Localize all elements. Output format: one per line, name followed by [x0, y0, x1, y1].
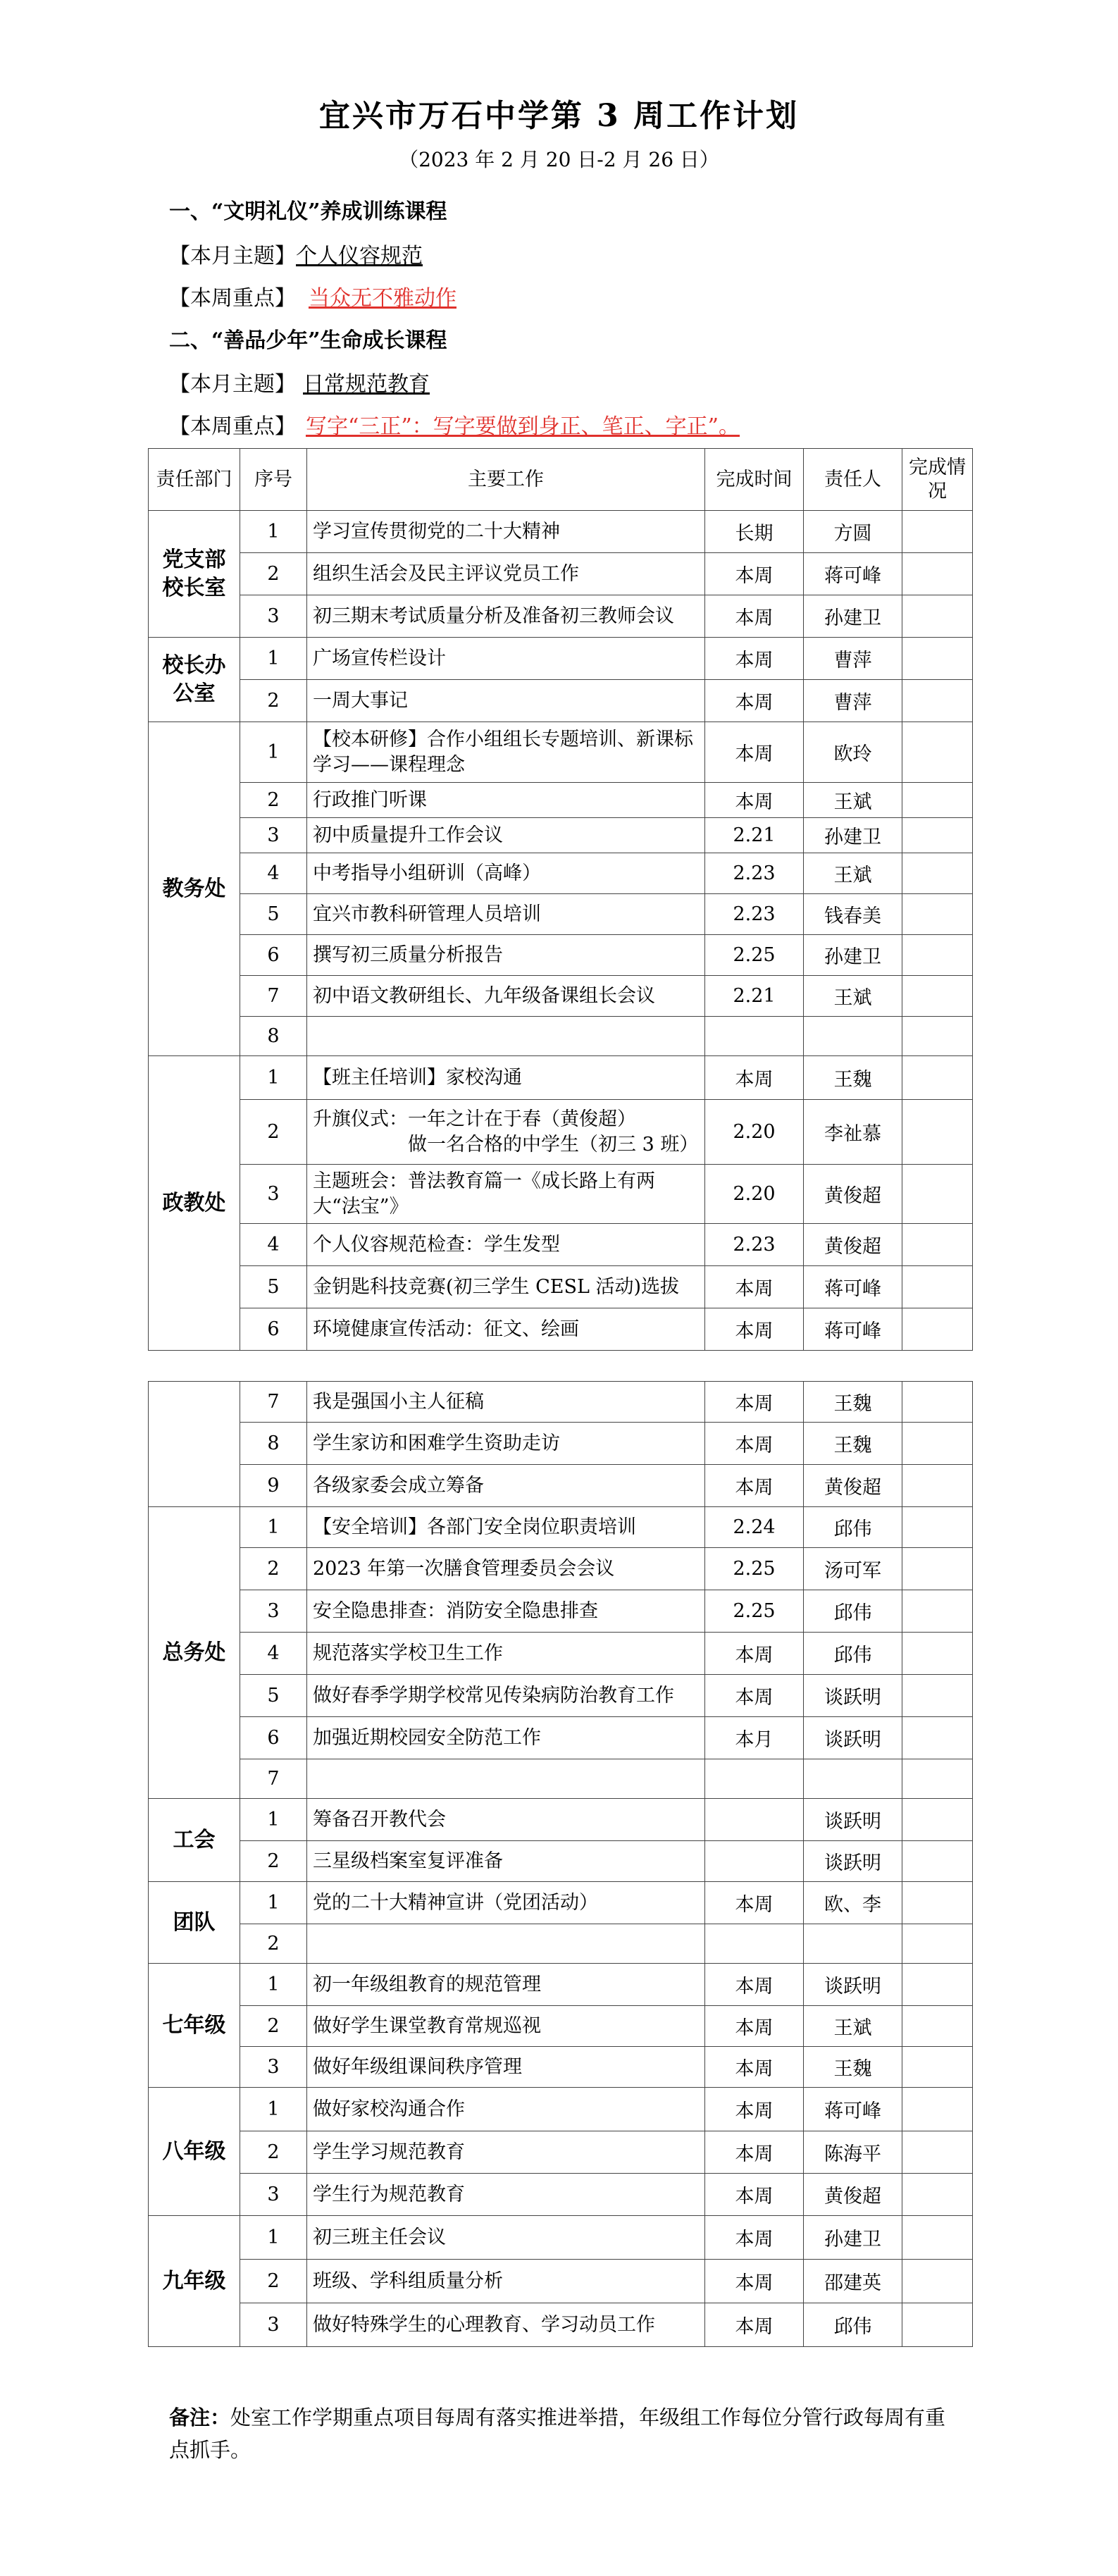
status-cell — [902, 722, 973, 783]
table-row — [149, 1633, 973, 1675]
row-number: 3 — [240, 1165, 307, 1224]
task-cell: 【班主任培训】家校沟通 — [307, 1056, 705, 1100]
person-cell: 谈跃明 — [804, 1675, 902, 1717]
status-cell — [902, 1548, 973, 1590]
status-cell — [902, 1964, 973, 2006]
status-cell — [902, 2260, 973, 2303]
section2-week-focus — [169, 409, 740, 440]
status-cell — [902, 976, 973, 1017]
task-cell: 金钥匙科技竞赛(初三学生 CESL 活动)选拔 — [307, 1266, 705, 1308]
section1-heading: 一、“文明礼仪”养成训练课程 — [169, 199, 447, 224]
table-row — [149, 1717, 973, 1759]
task-cell: 学生家访和困难学生资助走访 — [307, 1423, 705, 1465]
time-cell: 本周 — [705, 638, 804, 680]
status-cell — [902, 1507, 973, 1548]
person-cell — [804, 1759, 902, 1799]
time-cell: 本周 — [705, 783, 804, 818]
task-cell: 【校本研修】合作小组组长专题培训、新课标学习——课程理念 — [307, 722, 705, 783]
task-cell: 初三班主任会议 — [307, 2216, 705, 2260]
person-cell: 李祉慕 — [804, 1100, 902, 1165]
status-cell — [902, 894, 973, 935]
person-cell: 欧、李 — [804, 1882, 902, 1924]
table-row — [149, 1507, 973, 1548]
time-cell: 本周 — [705, 680, 804, 722]
time-cell: 2.23 — [705, 894, 804, 935]
status-cell — [902, 2174, 973, 2216]
time-cell: 本周 — [705, 1964, 804, 2006]
row-number: 1 — [240, 722, 307, 783]
task-cell: 三星级档案室复评准备 — [307, 1841, 705, 1882]
week-focus-label: 【本周重点】 — [169, 414, 296, 439]
table-row — [149, 2216, 973, 2260]
person-cell: 孙建卫 — [804, 935, 902, 976]
task-cell: 加强近期校园安全防范工作 — [307, 1717, 705, 1759]
time-cell — [705, 1841, 804, 1882]
row-number: 2 — [240, 2260, 307, 2303]
table-row — [149, 1882, 973, 1924]
table-row — [149, 1924, 973, 1964]
person-cell: 黄俊超 — [804, 1465, 902, 1507]
task-cell: 初三期末考试质量分析及准备初三教师会议 — [307, 595, 705, 638]
status-cell — [902, 638, 973, 680]
row-number: 3 — [240, 2303, 307, 2347]
table-row — [149, 2174, 973, 2216]
time-cell: 本周 — [705, 1882, 804, 1924]
time-cell: 本周 — [705, 2088, 804, 2131]
week-focus-label: 【本周重点】 — [169, 286, 296, 311]
status-cell — [902, 2131, 973, 2174]
task-cell: 环境健康宣传活动：征文、绘画 — [307, 1308, 705, 1351]
table-row — [149, 2131, 973, 2174]
time-cell: 2.21 — [705, 818, 804, 853]
work-plan-table-continued — [148, 1381, 973, 2347]
row-number: 3 — [240, 595, 307, 638]
person-cell: 邱伟 — [804, 1590, 902, 1633]
person-cell: 王魏 — [804, 1056, 902, 1100]
row-number: 3 — [240, 818, 307, 853]
person-cell: 邱伟 — [804, 1507, 902, 1548]
row-number: 6 — [240, 935, 307, 976]
row-number: 2 — [240, 680, 307, 722]
status-cell — [902, 818, 973, 853]
dept-cell: 教务处 — [149, 722, 240, 1056]
row-number: 7 — [240, 1382, 307, 1423]
task-cell: 学习宣传贯彻党的二十大精神 — [307, 511, 705, 553]
status-cell — [902, 1423, 973, 1465]
time-cell: 本周 — [705, 595, 804, 638]
task-cell — [307, 1924, 705, 1964]
status-cell — [902, 1841, 973, 1882]
time-cell: 本周 — [705, 1266, 804, 1308]
time-cell: 2.25 — [705, 935, 804, 976]
row-number: 1 — [240, 2216, 307, 2260]
table-row — [149, 1224, 973, 1266]
person-cell: 欧玲 — [804, 722, 902, 783]
status-cell — [902, 853, 973, 894]
person-cell: 王魏 — [804, 2047, 902, 2088]
person-cell — [804, 1017, 902, 1056]
time-cell: 本月 — [705, 1717, 804, 1759]
row-number: 2 — [240, 1924, 307, 1964]
time-cell — [705, 1759, 804, 1799]
row-number: 3 — [240, 2174, 307, 2216]
row-number: 6 — [240, 1717, 307, 1759]
header-dept: 责任部门 — [149, 449, 240, 511]
row-number: 1 — [240, 1507, 307, 1548]
person-cell: 邱伟 — [804, 1633, 902, 1675]
table-row — [149, 1382, 973, 1423]
date-range: （2023 年 2 月 20 日-2 月 26 日） — [399, 148, 719, 171]
task-cell: 广场宣传栏设计 — [307, 638, 705, 680]
person-cell: 邱伟 — [804, 2303, 902, 2347]
status-cell — [902, 1100, 973, 1165]
row-number: 2 — [240, 2006, 307, 2047]
time-cell: 本周 — [705, 1056, 804, 1100]
status-cell — [902, 1675, 973, 1717]
table-row — [149, 595, 973, 638]
time-cell: 本周 — [705, 2216, 804, 2260]
status-cell — [902, 935, 973, 976]
row-number: 1 — [240, 638, 307, 680]
person-cell: 黄俊超 — [804, 1165, 902, 1224]
row-number: 1 — [240, 511, 307, 553]
status-cell — [902, 2088, 973, 2131]
task-cell: 学生行为规范教育 — [307, 2174, 705, 2216]
person-cell: 王斌 — [804, 976, 902, 1017]
time-cell: 2.25 — [705, 1590, 804, 1633]
task-cell: 升旗仪式：一年之计在于春（黄俊超） 做一名合格的中学生（初三 3 班） — [307, 1100, 705, 1165]
person-cell: 黄俊超 — [804, 1224, 902, 1266]
row-number: 1 — [240, 1964, 307, 2006]
row-number: 9 — [240, 1465, 307, 1507]
task-cell: 我是强国小主人征稿 — [307, 1382, 705, 1423]
time-cell: 2.23 — [705, 1224, 804, 1266]
task-cell: 主题班会：普法教育篇一《成长路上有两大“法宝”》 — [307, 1165, 705, 1224]
dept-cell: 工会 — [149, 1799, 240, 1882]
task-cell: 做好特殊学生的心理教育、学习动员工作 — [307, 2303, 705, 2347]
time-cell: 本周 — [705, 2260, 804, 2303]
person-cell: 王魏 — [804, 1382, 902, 1423]
table-row — [149, 894, 973, 935]
section2-month-theme — [169, 366, 430, 397]
task-cell: 做好年级组课间秩序管理 — [307, 2047, 705, 2088]
table-row — [149, 2303, 973, 2347]
status-cell — [902, 1382, 973, 1423]
task-cell: 初中质量提升工作会议 — [307, 818, 705, 853]
time-cell: 2.25 — [705, 1548, 804, 1590]
status-cell — [902, 1165, 973, 1224]
time-cell: 本周 — [705, 1308, 804, 1351]
task-cell: 初中语文教研组长、九年级备课组长会议 — [307, 976, 705, 1017]
time-cell: 本周 — [705, 2131, 804, 2174]
table-row — [149, 1465, 973, 1507]
week-focus-value: 当众无不雅动作 — [309, 286, 456, 311]
row-number: 5 — [240, 1675, 307, 1717]
footnote-text: 处室工作学期重点项目每周有落实推进举措，年级组工作每位分管行政每周有重点抓手。 — [169, 2405, 946, 2462]
row-number: 4 — [240, 1224, 307, 1266]
table-row — [149, 1266, 973, 1308]
time-cell: 2.21 — [705, 976, 804, 1017]
table-row — [149, 818, 973, 853]
person-cell: 孙建卫 — [804, 818, 902, 853]
section1-month-theme — [169, 238, 423, 269]
table-row — [149, 2260, 973, 2303]
task-cell: 【安全培训】各部门安全岗位职责培训 — [307, 1507, 705, 1548]
section1-week-focus — [169, 280, 456, 311]
row-number: 5 — [240, 894, 307, 935]
status-cell — [902, 783, 973, 818]
time-cell: 本周 — [705, 2303, 804, 2347]
person-cell: 曹萍 — [804, 680, 902, 722]
task-cell — [307, 1759, 705, 1799]
dept-cell: 七年级 — [149, 1964, 240, 2088]
task-cell: 行政推门听课 — [307, 783, 705, 818]
person-cell: 谈跃明 — [804, 1717, 902, 1759]
status-cell — [902, 2006, 973, 2047]
status-cell — [902, 1224, 973, 1266]
dept-cell: 政教处 — [149, 1056, 240, 1351]
task-cell: 学生学习规范教育 — [307, 2131, 705, 2174]
row-number: 2 — [240, 1548, 307, 1590]
table-row — [149, 638, 973, 680]
table-row — [149, 976, 973, 1017]
table-row — [149, 1675, 973, 1717]
status-cell — [902, 1633, 973, 1675]
task-cell: 安全隐患排查：消防安全隐患排查 — [307, 1590, 705, 1633]
dept-cell: 总务处 — [149, 1507, 240, 1799]
dept-cell: 九年级 — [149, 2216, 240, 2347]
person-cell: 陈海平 — [804, 2131, 902, 2174]
table-row — [149, 935, 973, 976]
row-number: 7 — [240, 1759, 307, 1799]
row-number: 1 — [240, 1799, 307, 1841]
table-row — [149, 783, 973, 818]
time-cell: 本周 — [705, 1465, 804, 1507]
person-cell: 王魏 — [804, 1423, 902, 1465]
table-header-row — [149, 449, 973, 511]
task-cell: 班级、学科组质量分析 — [307, 2260, 705, 2303]
week-focus-value: 写字“三正”：写字要做到身正、笔正、字正”。 — [306, 414, 740, 439]
person-cell: 王斌 — [804, 2006, 902, 2047]
task-cell: 宜兴市教科研管理人员培训 — [307, 894, 705, 935]
time-cell: 本周 — [705, 2047, 804, 2088]
task-cell: 筹备召开教代会 — [307, 1799, 705, 1841]
table-row — [149, 1841, 973, 1882]
time-cell: 2.24 — [705, 1507, 804, 1548]
task-cell: 一周大事记 — [307, 680, 705, 722]
month-theme-value: 日常规范教育 — [303, 372, 430, 397]
row-number: 6 — [240, 1308, 307, 1351]
table-row — [149, 1165, 973, 1224]
person-cell: 蒋可峰 — [804, 1266, 902, 1308]
dept-cell: 校长办公室 — [149, 638, 240, 722]
time-cell: 本周 — [705, 1633, 804, 1675]
task-cell — [307, 1017, 705, 1056]
table-row — [149, 1964, 973, 2006]
table-row — [149, 1423, 973, 1465]
status-cell — [902, 553, 973, 595]
dept-cell — [149, 1382, 240, 1507]
person-cell: 方圆 — [804, 511, 902, 553]
person-cell: 谈跃明 — [804, 1841, 902, 1882]
dept-cell: 八年级 — [149, 2088, 240, 2216]
status-cell — [902, 1590, 973, 1633]
table-row — [149, 1799, 973, 1841]
table-row — [149, 680, 973, 722]
work-plan-table — [148, 448, 973, 1351]
person-cell: 王斌 — [804, 853, 902, 894]
status-cell — [902, 680, 973, 722]
status-cell — [902, 2216, 973, 2260]
status-cell — [902, 1759, 973, 1799]
task-cell: 组织生活会及民主评议党员工作 — [307, 553, 705, 595]
status-cell — [902, 1017, 973, 1056]
table-row — [149, 2006, 973, 2047]
person-cell: 曹萍 — [804, 638, 902, 680]
person-cell: 谈跃明 — [804, 1799, 902, 1841]
row-number: 7 — [240, 976, 307, 1017]
dept-cell: 党支部校长室 — [149, 511, 240, 638]
task-cell: 做好春季学期学校常见传染病防治教育工作 — [307, 1675, 705, 1717]
task-cell: 个人仪容规范检查：学生发型 — [307, 1224, 705, 1266]
row-number: 8 — [240, 1017, 307, 1056]
row-number: 1 — [240, 1882, 307, 1924]
table-row — [149, 2047, 973, 2088]
time-cell: 本周 — [705, 1423, 804, 1465]
table-row — [149, 1100, 973, 1165]
task-cell: 2023 年第一次膳食管理委员会会议 — [307, 1548, 705, 1590]
row-number: 2 — [240, 1100, 307, 1165]
header-task: 主要工作 — [307, 449, 705, 511]
time-cell: 2.20 — [705, 1165, 804, 1224]
table-row — [149, 1590, 973, 1633]
row-number: 3 — [240, 2047, 307, 2088]
person-cell: 黄俊超 — [804, 2174, 902, 2216]
header-status: 完成情况 — [902, 449, 973, 511]
person-cell: 蒋可峰 — [804, 553, 902, 595]
time-cell — [705, 1799, 804, 1841]
month-theme-label: 【本月主题】 — [169, 244, 296, 268]
time-cell: 2.20 — [705, 1100, 804, 1165]
header-no: 序号 — [240, 449, 307, 511]
row-number: 2 — [240, 553, 307, 595]
task-cell: 党的二十大精神宣讲（党团活动） — [307, 1882, 705, 1924]
task-cell: 做好学生课堂教育常规巡视 — [307, 2006, 705, 2047]
table-row — [149, 1017, 973, 1056]
table-row — [149, 722, 973, 783]
status-cell — [902, 1924, 973, 1964]
status-cell — [902, 1799, 973, 1841]
row-number: 4 — [240, 853, 307, 894]
row-number: 5 — [240, 1266, 307, 1308]
status-cell — [902, 511, 973, 553]
time-cell — [705, 1924, 804, 1964]
person-cell: 孙建卫 — [804, 595, 902, 638]
row-number: 4 — [240, 1633, 307, 1675]
time-cell: 本周 — [705, 722, 804, 783]
table-row — [149, 2088, 973, 2131]
status-cell — [902, 1266, 973, 1308]
table-row — [149, 1308, 973, 1351]
time-cell: 长期 — [705, 511, 804, 553]
status-cell — [902, 1308, 973, 1351]
page-title: 宜兴市万石中学第 3 周工作计划 — [318, 98, 800, 134]
month-theme-label: 【本月主题】 — [169, 372, 296, 397]
time-cell: 本周 — [705, 1382, 804, 1423]
person-cell: 邵建英 — [804, 2260, 902, 2303]
time-cell: 本周 — [705, 1675, 804, 1717]
table-row — [149, 553, 973, 595]
person-cell: 汤可军 — [804, 1548, 902, 1590]
status-cell — [902, 1717, 973, 1759]
dept-cell: 团队 — [149, 1882, 240, 1964]
person-cell: 王斌 — [804, 783, 902, 818]
person-cell: 蒋可峰 — [804, 1308, 902, 1351]
status-cell — [902, 595, 973, 638]
row-number: 1 — [240, 2088, 307, 2131]
person-cell: 谈跃明 — [804, 1964, 902, 2006]
row-number: 2 — [240, 2131, 307, 2174]
time-cell: 2.23 — [705, 853, 804, 894]
table-row — [149, 1056, 973, 1100]
header-time: 完成时间 — [705, 449, 804, 511]
task-cell: 规范落实学校卫生工作 — [307, 1633, 705, 1675]
person-cell: 蒋可峰 — [804, 2088, 902, 2131]
section2-heading: 二、“善品少年”生命成长课程 — [169, 328, 447, 353]
row-number: 8 — [240, 1423, 307, 1465]
task-cell: 中考指导小组研训（高峰） — [307, 853, 705, 894]
person-cell: 钱春美 — [804, 894, 902, 935]
row-number: 2 — [240, 783, 307, 818]
status-cell — [902, 1056, 973, 1100]
task-cell: 初一年级组教育的规范管理 — [307, 1964, 705, 2006]
row-number: 2 — [240, 1841, 307, 1882]
status-cell — [902, 2303, 973, 2347]
person-cell — [804, 1924, 902, 1964]
time-cell: 本周 — [705, 2174, 804, 2216]
table-row — [149, 1548, 973, 1590]
task-cell: 撰写初三质量分析报告 — [307, 935, 705, 976]
footnote-label: 备注： — [169, 2405, 231, 2429]
time-cell — [705, 1017, 804, 1056]
task-cell: 各级家委会成立筹备 — [307, 1465, 705, 1507]
table-row — [149, 853, 973, 894]
status-cell — [902, 2047, 973, 2088]
status-cell — [902, 1465, 973, 1507]
table-row — [149, 1759, 973, 1799]
footnote — [169, 2401, 958, 2466]
time-cell: 本周 — [705, 2006, 804, 2047]
month-theme-value: 个人仪容规范 — [296, 244, 423, 268]
time-cell: 本周 — [705, 553, 804, 595]
header-person: 责任人 — [804, 449, 902, 511]
status-cell — [902, 1882, 973, 1924]
row-number: 1 — [240, 1056, 307, 1100]
person-cell: 孙建卫 — [804, 2216, 902, 2260]
table-row — [149, 511, 973, 553]
row-number: 3 — [240, 1590, 307, 1633]
task-cell: 做好家校沟通合作 — [307, 2088, 705, 2131]
